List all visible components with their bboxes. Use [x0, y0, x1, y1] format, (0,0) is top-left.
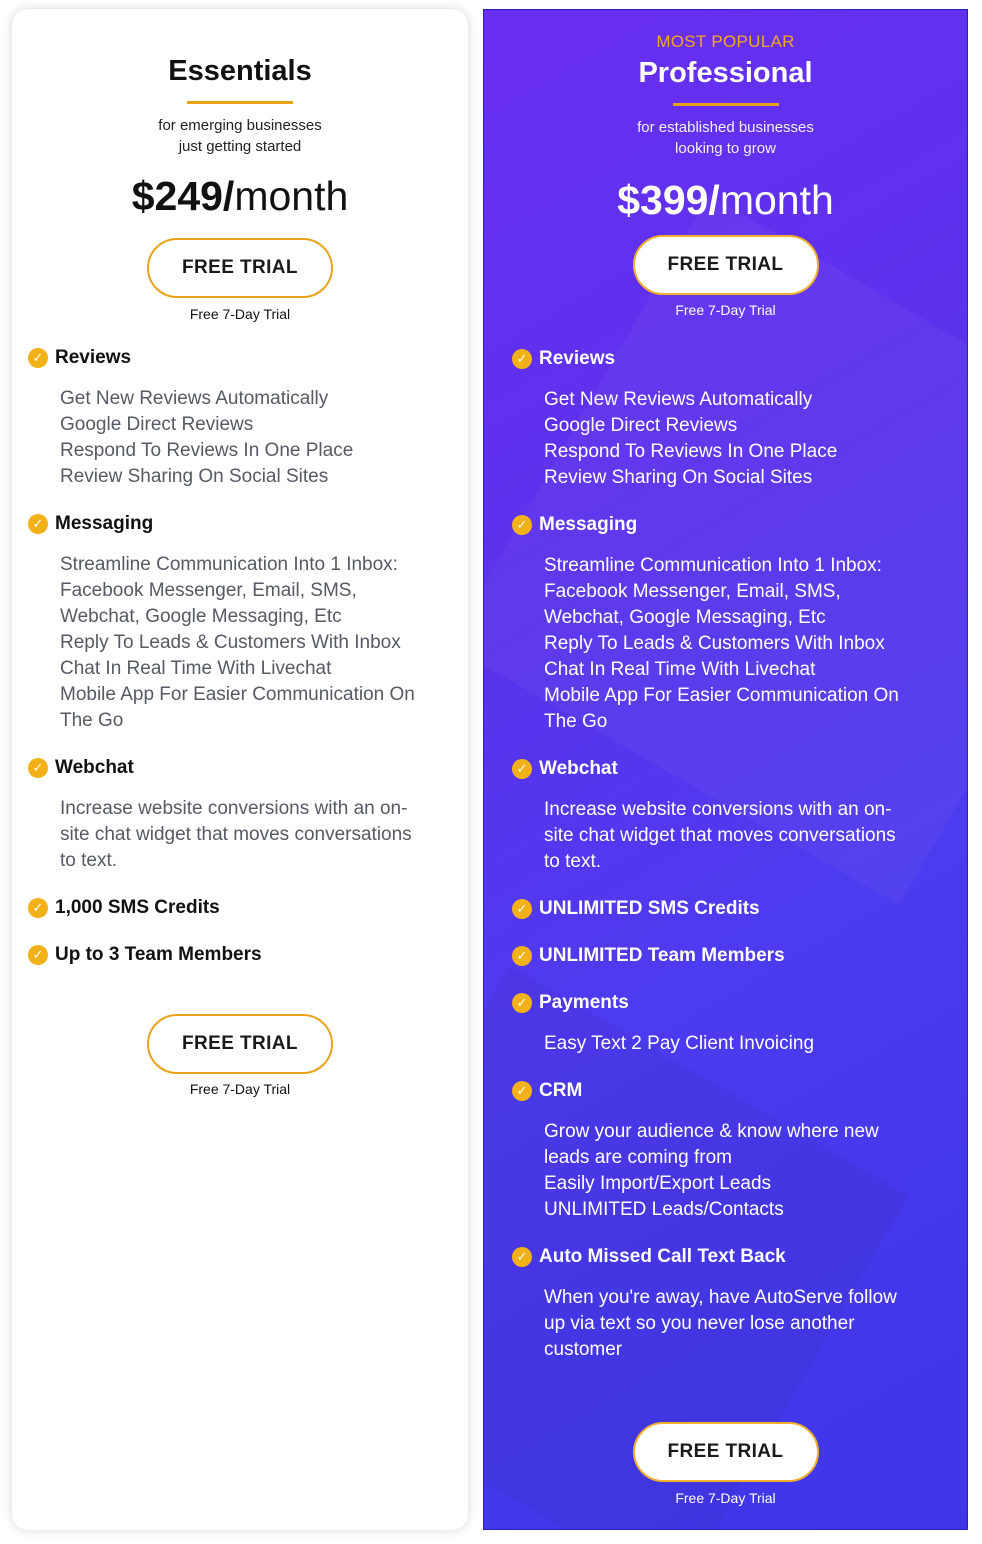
- feature-detail-line: Webchat, Google Messaging, Etc: [544, 607, 826, 628]
- plan-subtitle: [484, 117, 967, 159]
- feature-item: [512, 932, 955, 979]
- feature-item: [512, 979, 955, 1067]
- feature-detail-line: Reply To Leads & Customers With Inbox: [544, 633, 885, 654]
- professional-plan-card: [483, 9, 968, 1530]
- feature-detail-line: Facebook Messenger, Email, SMS,: [544, 581, 841, 602]
- feature-name: Payments: [539, 991, 629, 1013]
- check-circle-icon: ✓: [28, 945, 48, 965]
- check-circle-icon: ✓: [512, 946, 532, 966]
- feature-name: Auto Missed Call Text Back: [539, 1245, 786, 1267]
- feature-item: [512, 745, 955, 885]
- plan-subtitle: [12, 115, 468, 157]
- feature-heading: [512, 1233, 955, 1280]
- check-circle-icon: ✓: [512, 899, 532, 919]
- feature-detail-line: up via text so you never lose another: [544, 1313, 855, 1334]
- check-circle-icon: ✓: [512, 1247, 532, 1267]
- feature-detail-line: When you're away, have AutoServe follow: [544, 1287, 897, 1308]
- feature-detail-line: Facebook Messenger, Email, SMS,: [60, 580, 357, 601]
- feature-detail-line: Google Direct Reviews: [544, 415, 738, 436]
- title-divider: [673, 103, 779, 106]
- feature-name: Reviews: [539, 347, 616, 369]
- feature-detail-line: Mobile App For Easier Communication On: [544, 685, 899, 706]
- feature-detail-line: Grow your audience & know where new: [544, 1121, 879, 1142]
- feature-detail-line: Streamline Communication Into 1 Inbox:: [544, 555, 882, 576]
- feature-name: Reviews: [55, 346, 132, 368]
- check-circle-icon: ✓: [28, 898, 48, 918]
- feature-detail-line: site chat widget that moves conversations: [60, 824, 412, 845]
- check-circle-icon: ✓: [28, 758, 48, 778]
- feature-item: [28, 500, 456, 744]
- feature-detail-line: to text.: [60, 850, 118, 871]
- feature-name: Messaging: [539, 513, 638, 535]
- feature-heading: [28, 744, 456, 791]
- feature-detail-line: The Go: [544, 711, 608, 732]
- feature-name: Webchat: [539, 757, 618, 779]
- feature-detail-line: Get New Reviews Automatically: [544, 389, 813, 410]
- feature-details: [28, 547, 456, 744]
- feature-detail-line: Get New Reviews Automatically: [60, 388, 329, 409]
- feature-detail-line: site chat widget that moves conversations: [544, 825, 896, 846]
- trial-note: Free 7-Day Trial: [675, 302, 776, 318]
- feature-details: [512, 1280, 955, 1373]
- feature-name: Webchat: [55, 756, 134, 778]
- feature-heading: [512, 745, 955, 792]
- feature-list: [28, 334, 456, 978]
- feature-detail-line: Google Direct Reviews: [60, 414, 254, 435]
- feature-detail-line: Respond To Reviews In One Place: [60, 440, 354, 461]
- trial-note-bottom: Free 7-Day Trial: [189, 1081, 291, 1097]
- feature-detail-line: to text.: [544, 851, 602, 872]
- plan-title: Professional: [638, 57, 813, 89]
- feature-name: UNLIMITED Team Members: [539, 944, 785, 966]
- check-circle-icon: ✓: [28, 514, 48, 534]
- feature-detail-line: Reply To Leads & Customers With Inbox: [60, 632, 401, 653]
- plan-subtitle-line: for emerging businesses: [158, 117, 322, 134]
- feature-heading: [512, 979, 955, 1026]
- plan-title: Essentials: [168, 55, 312, 87]
- feature-heading: [28, 334, 456, 381]
- feature-detail-line: The Go: [60, 710, 124, 731]
- price-amount: $399/: [617, 177, 720, 223]
- feature-name: Up to 3 Team Members: [55, 943, 262, 965]
- free-trial-button[interactable]: FREE TRIAL: [633, 235, 819, 295]
- feature-heading: [512, 932, 955, 979]
- feature-item: [512, 501, 955, 745]
- feature-detail-line: Increase website conversions with an on-: [60, 798, 408, 819]
- feature-detail-line: Webchat, Google Messaging, Etc: [60, 606, 342, 627]
- feature-heading: [28, 931, 456, 978]
- feature-name: Messaging: [55, 512, 154, 534]
- feature-item: [512, 1067, 955, 1233]
- check-circle-icon: ✓: [512, 515, 532, 535]
- feature-detail-line: Chat In Real Time With Livechat: [60, 658, 332, 679]
- feature-detail-line: Streamline Communication Into 1 Inbox:: [60, 554, 398, 575]
- check-circle-icon: ✓: [28, 348, 48, 368]
- feature-details: [28, 381, 456, 500]
- feature-detail-line: Respond To Reviews In One Place: [544, 441, 838, 462]
- feature-heading: [512, 335, 955, 382]
- feature-details: [512, 382, 955, 501]
- plan-subtitle-line: just getting started: [178, 138, 302, 155]
- feature-item: [512, 885, 955, 932]
- feature-item: [28, 931, 456, 978]
- check-circle-icon: ✓: [512, 349, 532, 369]
- plan-price: [484, 177, 967, 224]
- feature-list: [512, 335, 955, 1373]
- feature-details: [512, 548, 955, 745]
- feature-item: [512, 1233, 955, 1373]
- trial-note: Free 7-Day Trial: [189, 306, 291, 322]
- free-trial-button-bottom[interactable]: FREE TRIAL: [147, 1014, 333, 1074]
- feature-detail-line: Review Sharing On Social Sites: [60, 466, 329, 487]
- feature-detail-line: Review Sharing On Social Sites: [544, 467, 813, 488]
- feature-detail-line: Easy Text 2 Pay Client Invoicing: [544, 1033, 815, 1054]
- free-trial-button-bottom[interactable]: FREE TRIAL: [633, 1422, 819, 1482]
- feature-details: [512, 1114, 955, 1233]
- feature-name: CRM: [539, 1079, 583, 1101]
- check-circle-icon: ✓: [512, 1081, 532, 1101]
- feature-heading: [512, 1067, 955, 1114]
- check-circle-icon: ✓: [512, 759, 532, 779]
- price-period: month: [234, 173, 349, 219]
- essentials-plan-card: [12, 9, 468, 1530]
- plan-subtitle-line: for established businesses: [637, 119, 814, 136]
- price-amount: $249/: [131, 173, 235, 219]
- feature-heading: [28, 884, 456, 931]
- feature-item: [28, 744, 456, 884]
- feature-details: [28, 791, 456, 884]
- price-period: month: [719, 177, 834, 223]
- feature-item: [512, 335, 955, 501]
- feature-heading: [512, 501, 955, 548]
- check-circle-icon: ✓: [512, 993, 532, 1013]
- plan-subtitle-line: looking to grow: [675, 140, 776, 157]
- feature-details: [512, 792, 955, 885]
- feature-heading: [28, 500, 456, 547]
- feature-detail-line: customer: [544, 1339, 623, 1360]
- free-trial-button[interactable]: FREE TRIAL: [147, 238, 333, 298]
- feature-heading: [512, 885, 955, 932]
- feature-details: [512, 1026, 955, 1067]
- feature-detail-line: Increase website conversions with an on-: [544, 799, 892, 820]
- feature-detail-line: Mobile App For Easier Communication On: [60, 684, 415, 705]
- most-popular-badge: MOST POPULAR: [656, 32, 795, 51]
- trial-note-bottom: Free 7-Day Trial: [675, 1490, 776, 1506]
- feature-detail-line: leads are coming from: [544, 1147, 732, 1168]
- feature-detail-line: UNLIMITED Leads/Contacts: [544, 1199, 784, 1220]
- feature-detail-line: Easily Import/Export Leads: [544, 1173, 772, 1194]
- feature-name: 1,000 SMS Credits: [55, 896, 220, 918]
- feature-name: UNLIMITED SMS Credits: [539, 897, 760, 919]
- feature-detail-line: Chat In Real Time With Livechat: [544, 659, 816, 680]
- title-divider: [187, 101, 293, 104]
- feature-item: [28, 884, 456, 931]
- feature-item: [28, 334, 456, 500]
- plan-price: [12, 173, 468, 220]
